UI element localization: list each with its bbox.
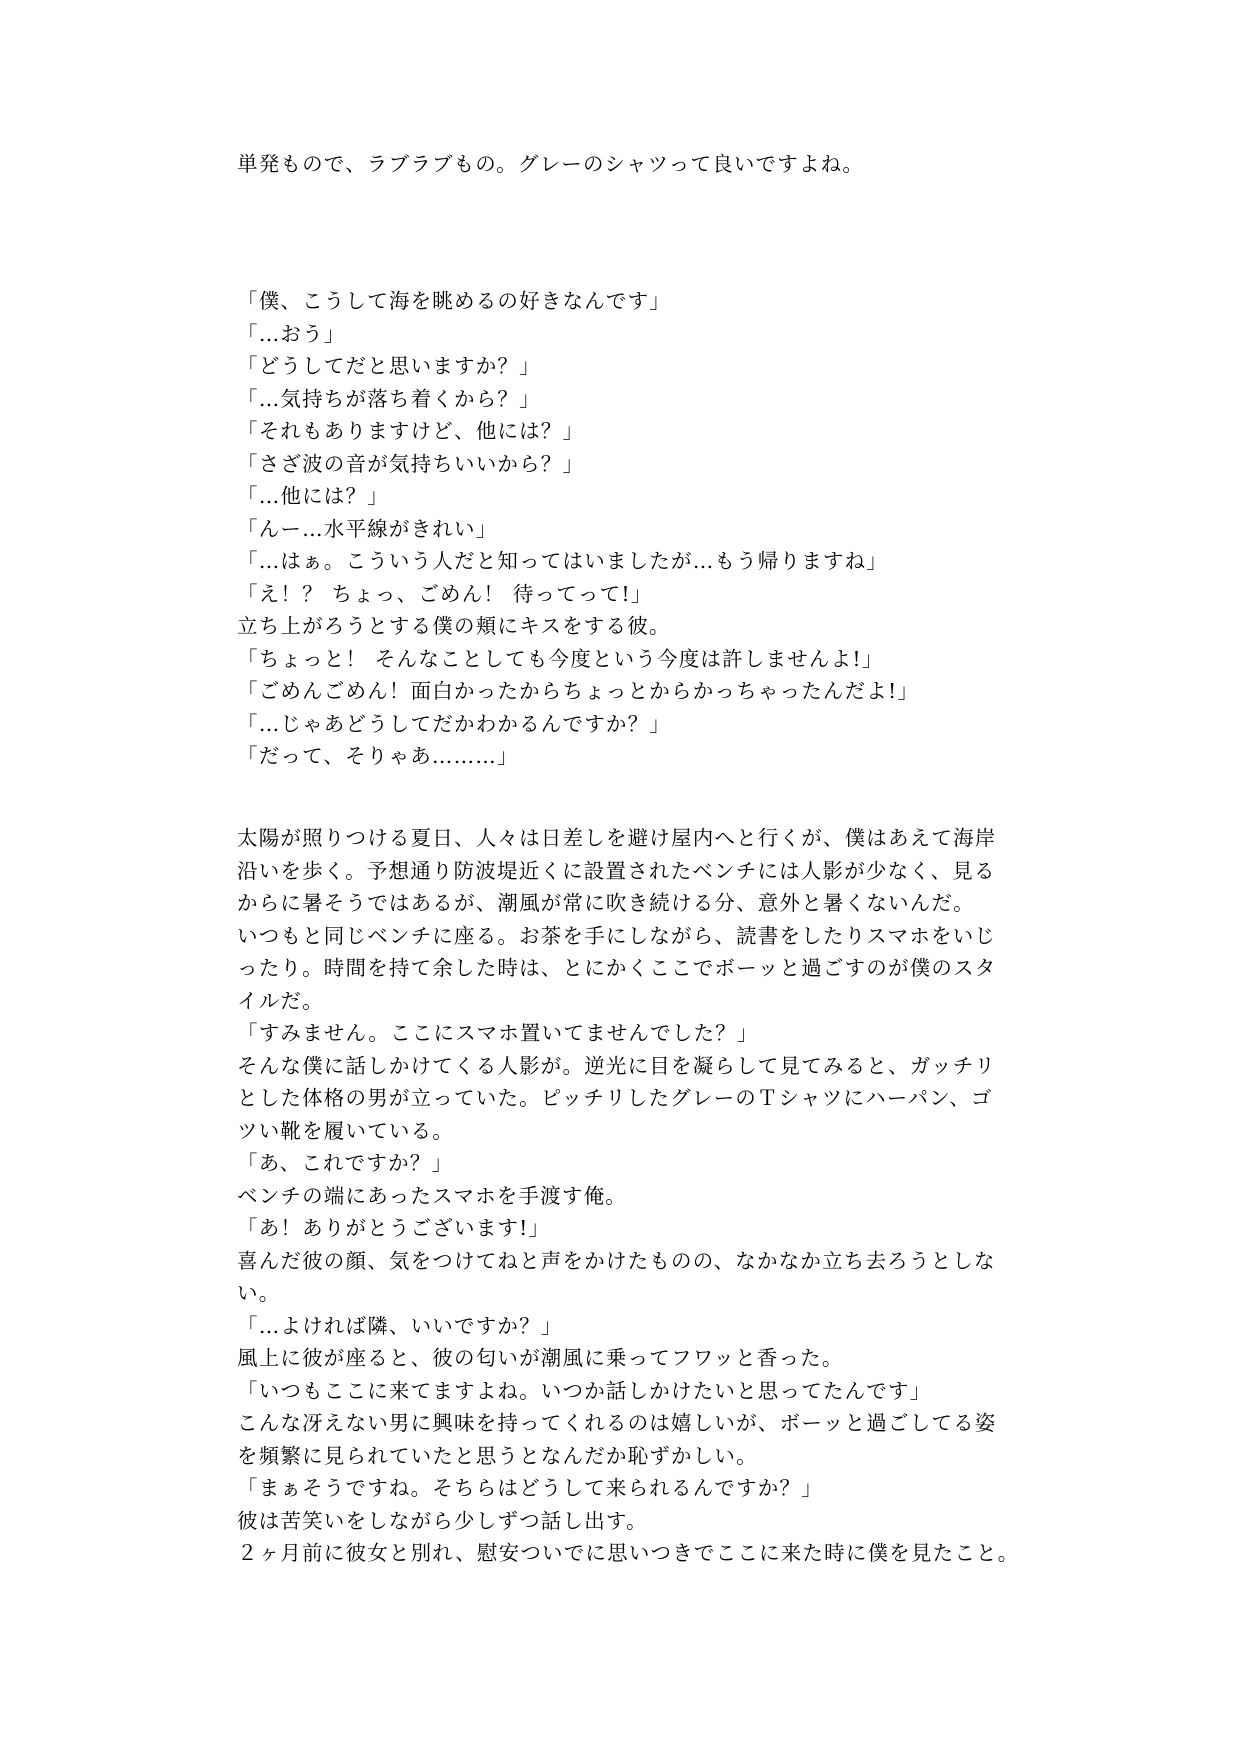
- prose-line: 「…よければ隣、いいですか？」: [237, 1313, 563, 1338]
- dialogue-line: 「だって、そりゃあ………」: [237, 744, 519, 768]
- prose-line: いつもと同じベンチに座る。お茶を手にしながら、読書をしたりスマホをいじ: [237, 923, 997, 948]
- prose-line: 彼は苦笑いをしながら少しずつ話し出す。: [237, 1508, 648, 1533]
- prose-line: 「いつもここに来てますよね。いつか話しかけたいと思ってたんです」: [237, 1378, 932, 1403]
- dialogue-line: 「どうしてだと思いますか？」: [237, 354, 541, 378]
- prose-line: ったり。時間を持て余した時は、とにかくここでボーッと過ごすのが僕のスタ: [237, 956, 997, 980]
- prose-line: そんな僕に話しかけてくる人影が。逆光に目を凝らして見てみると、ガッチリ: [237, 1053, 997, 1078]
- prose-line: を頻繁に見られていたと思うとなんだか恥ずかしい。: [237, 1443, 758, 1468]
- prose-line: からに暑そうではあるが、潮風が常に吹き続ける分、意外と暑くないんだ。: [237, 891, 975, 915]
- dialogue-line: 「…はぁ。こういう人だと知ってはいましたが…もう帰りますね」: [237, 549, 888, 573]
- dialogue-line: 「…他には？」: [237, 484, 389, 508]
- prose-line: い。: [237, 1281, 281, 1305]
- prose-line: ベンチの端にあったスマホを手渡す俺。: [237, 1183, 627, 1208]
- dialogue-line: 「え！？ ちょっ、ごめん！ 待ってって!」: [237, 581, 653, 606]
- intro-note: [237, 148, 1017, 181]
- dialogue-line: 「…おう」: [237, 321, 346, 346]
- prose-line: 「すみません。ここにスマホ置いてませんでした？」: [237, 1021, 759, 1045]
- prose-line: 「あ、これですか？」: [237, 1151, 454, 1175]
- prose-line: 太陽が照りつける夏日、人々は日差しを避け屋内へと行くが、僕はあえて海岸: [237, 826, 997, 850]
- dialogue-line: 「んー…水平線がきれい」: [237, 516, 498, 541]
- dialogue-line: 立ち上がろうとする僕の頬にキスをする彼。: [237, 614, 671, 638]
- prose-line: 喜んだ彼の顔、気をつけてねと声をかけたものの、なかなか立ち去ろうとしな: [237, 1248, 996, 1273]
- prose-line: 沿いを歩く。予想通り防波堤近くに設置されたベンチには人影が少なく、見る: [237, 858, 996, 883]
- prose-line: ツい靴を履いている。: [237, 1118, 454, 1143]
- dialogue-line: 「…気持ちが落ち着くから？」: [237, 386, 541, 411]
- intro-line: 単発もので、ラブラブもの。グレーのシャツって良いですよね。: [237, 152, 865, 176]
- prose-section: [237, 822, 1020, 1570]
- dialogue-line: 「僕、こうして海を眺めるの好きなんです」: [237, 289, 671, 313]
- dialogue-line: 「ちょっと！ そんなことしても今度という今度は許しませんよ!」: [237, 646, 884, 671]
- prose-line: 「まぁそうですね。そちらはどうして来られるんですか？」: [237, 1476, 823, 1500]
- dialogue-line: 「ごめんごめん！面白かったからちょっとからかっちゃったんだよ!」: [237, 679, 920, 703]
- prose-line: ２ヶ月前に彼女と別れ、慰安ついでに思いつきでここに来た時に僕を見たこと。: [237, 1541, 1020, 1565]
- prose-line: とした体格の男が立っていた。ピッチリしたグレーのＴシャツにハーパン、ゴ: [237, 1086, 993, 1110]
- dialogue-line: 「それもありますけど、他には？」: [237, 419, 585, 443]
- dialogue-line: 「…じゃあどうしてだかわかるんですか？」: [237, 711, 671, 736]
- prose-line: イルだ。: [237, 988, 324, 1013]
- prose-line: 風上に彼が座ると、彼の匂いが潮風に乗ってフワッと香った。: [237, 1346, 844, 1370]
- dialogue-line: 「さざ波の音が気持ちいいから？」: [237, 451, 585, 476]
- prose-line: 「あ！ありがとうございます!」: [237, 1216, 551, 1240]
- dialogue-section: [237, 285, 1017, 773]
- prose-line: こんな冴えない男に興味を持ってくれるのは嬉しいが、ボーッと過ごしてる姿: [237, 1411, 997, 1435]
